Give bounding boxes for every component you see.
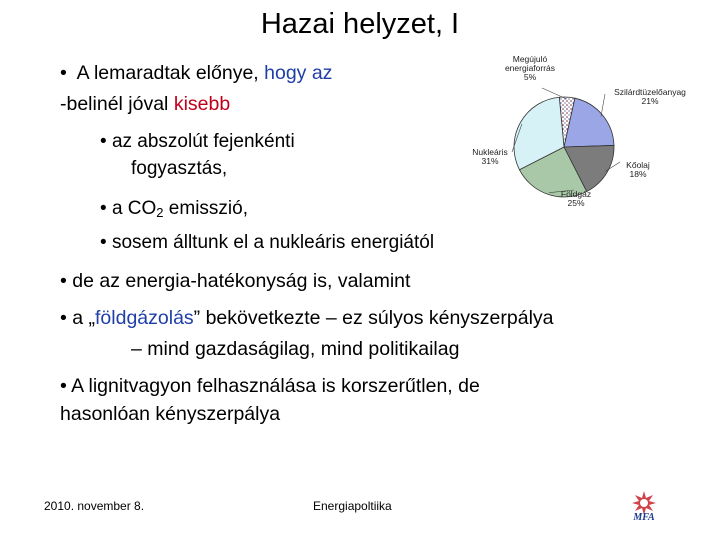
mfa-logo <box>620 489 668 523</box>
bullet-2 <box>60 269 410 293</box>
bullet-4-text-a: A lignitvagyon felhasználása is korszerűtlen, de <box>71 375 480 397</box>
bullet-3-text-b: földgázolás <box>95 307 194 329</box>
mfa-logo-icon <box>620 489 668 523</box>
pie-svg <box>470 52 718 222</box>
sub-bullet-1-line-1 <box>100 130 295 154</box>
bullet-1-line-2 <box>60 92 230 116</box>
co2-subscript: 2 <box>156 205 164 220</box>
sub-bullet-2-text-a: a CO <box>111 198 157 219</box>
bullet-3-line-1 <box>60 306 554 330</box>
bullet-1-line-1 <box>60 61 332 85</box>
bullet-3-text-c: ” bekövetkezte – ez súlyos kényszerpálya <box>193 307 554 329</box>
pie-leader-line-1 <box>542 88 567 99</box>
pie-label-3-line-2: 18% <box>629 169 647 179</box>
pie-label-2-line-2: 21% <box>641 96 659 106</box>
pie-label-1-line-3: 5% <box>523 72 537 82</box>
sub-bullet-2-text-b: emisszió, <box>163 198 248 219</box>
bullet-1-text-d: kisebb <box>173 93 231 115</box>
pie-leader-line-2 <box>601 94 605 116</box>
footer-topic: Energiapoltiika <box>313 499 392 513</box>
sub-bullet-1-text-a: az abszolút fejenkénti <box>111 131 295 152</box>
bullet-marker: • <box>100 198 107 219</box>
sub-bullet-2 <box>100 197 248 221</box>
bullet-marker: • <box>100 232 107 253</box>
bullet-marker: • <box>60 375 67 397</box>
pie-label-1-line-1: Megújuló <box>512 54 548 64</box>
pie-label-5-line-1: Nukleáris <box>472 147 508 157</box>
footer-date: 2010. november 8. <box>44 499 145 513</box>
bullet-1-text-c: -belinél jóval <box>60 93 174 115</box>
bullet-marker: • <box>60 307 67 329</box>
bullet-3-line-2: – mind gazdaságilag, mind politikailag <box>131 338 460 360</box>
bullet-3-text-a: a „ <box>72 307 96 329</box>
bullet-marker: • <box>100 131 107 152</box>
bullet-marker: • <box>60 62 67 84</box>
mfa-logo-text: MFA <box>633 512 655 523</box>
bullet-marker: • <box>60 270 67 292</box>
bullet-4-line-2: hasonlóan kényszerpálya <box>60 403 281 425</box>
sub-bullet-3 <box>100 231 434 255</box>
bullet-2-text: de az energia-hatékonyság is, valamint <box>72 270 411 292</box>
energy-mix-pie-chart <box>470 52 718 222</box>
slide-title: Hazai helyzet, I <box>260 8 460 40</box>
bullet-4-line-1 <box>60 374 480 398</box>
pie-label-4-line-1: Földgáz <box>560 189 592 199</box>
bullet-1-text-a: A lemaradtak előnye, <box>76 62 265 84</box>
pie-label-5-line-2: 31% <box>481 156 499 166</box>
sub-bullet-3-text: sosem álltunk el a nukleáris energiától <box>111 232 435 253</box>
pie-label-1-line-2: energiaforrás <box>504 63 556 73</box>
bullet-1-text-b: hogy az <box>264 62 333 84</box>
pie-label-2-line-1: Szilárdtüzelőanyag <box>614 87 686 97</box>
pie-label-4-line-2: 25% <box>567 198 585 208</box>
pie-label-3-line-1: Kőolaj <box>626 160 650 170</box>
sub-bullet-1-line-2: fogyasztás, <box>131 158 228 179</box>
